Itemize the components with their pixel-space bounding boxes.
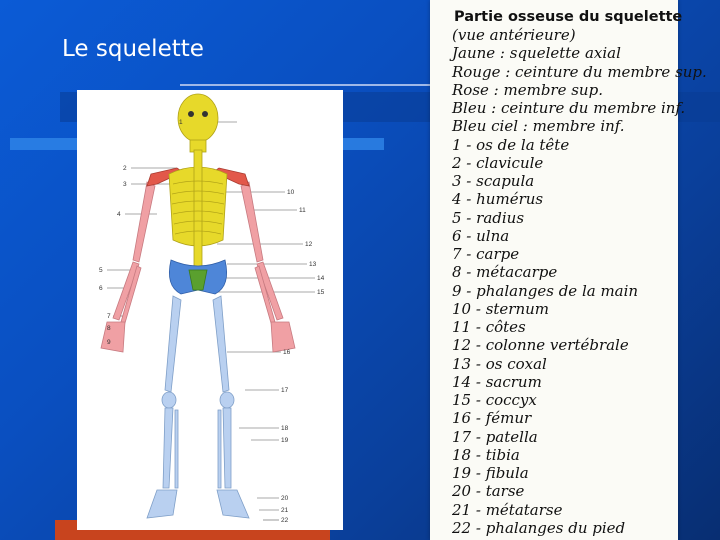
legend-line: (vue antérieure)	[452, 26, 576, 44]
legend-line: Rose : membre sup.	[452, 80, 603, 99]
label-4: 4	[117, 211, 121, 218]
legend-line: 20 - tarse	[452, 482, 525, 501]
label-12: 12	[305, 241, 313, 248]
legend-panel	[430, 0, 707, 540]
legend-line: 17 - patella	[452, 427, 538, 446]
legend-line: 11 - côtes	[452, 318, 526, 336]
legend-line: 12 - colonne vertébrale	[452, 336, 629, 355]
label-16: 16	[283, 349, 291, 356]
label-5: 5	[99, 267, 103, 274]
legend-line: Rouge : ceinture du membre sup.	[452, 62, 707, 81]
label-2: 2	[123, 165, 127, 172]
legend-line: 4 - humérus	[452, 190, 544, 209]
label-21: 21	[281, 507, 289, 514]
legend-line: 22 - phalanges du pied	[452, 518, 626, 537]
label-3: 3	[123, 181, 127, 188]
legend-line: 19 - fibula	[452, 464, 529, 482]
legend-line: 15 - coccyx	[452, 391, 537, 409]
label-8: 8	[107, 325, 111, 332]
legend-line: 10 - sternum	[452, 299, 550, 318]
label-17: 17	[281, 387, 289, 394]
legend-line: 14 - sacrum	[452, 372, 542, 391]
label-1: 1	[179, 119, 183, 126]
legend-line: 21 - métatarse	[452, 500, 563, 519]
label-18: 18	[281, 425, 289, 432]
legend-heading: Partie osseuse du squelette	[454, 9, 683, 25]
legend-line: Bleu : ceinture du membre inf.	[452, 99, 686, 117]
legend-line: 7 - carpe	[452, 245, 520, 263]
label-9: 9	[107, 339, 111, 346]
label-22: 22	[281, 517, 289, 524]
legend-line: 2 - clavicule	[452, 153, 544, 172]
label-6: 6	[99, 285, 103, 292]
label-19: 19	[281, 437, 289, 444]
label-13: 13	[309, 261, 317, 268]
label-20: 20	[281, 495, 289, 502]
legend-line: 18 - tibia	[452, 445, 520, 464]
slide-title: Le squelette	[62, 36, 204, 62]
legend-line: 13 - os coxal	[452, 354, 547, 373]
legend-line: 8 - métacarpe	[452, 263, 558, 282]
label-10: 10	[287, 189, 295, 196]
skeleton-illustration	[77, 90, 343, 530]
legend-line: Jaune : squelette axial	[452, 44, 621, 63]
label-14: 14	[317, 275, 325, 282]
legend-line: 3 - scapula	[452, 172, 535, 190]
legend-line: 9 - phalanges de la main	[452, 281, 639, 300]
label-15: 15	[317, 289, 325, 296]
legend-line: 5 - radius	[452, 208, 525, 227]
legend-line: Bleu ciel : membre inf.	[452, 117, 625, 136]
label-11: 11	[299, 207, 306, 214]
legend-line: 16 - fémur	[452, 409, 532, 428]
label-7: 7	[107, 313, 111, 320]
skeleton-figure	[77, 90, 343, 530]
lower-limb	[147, 296, 249, 518]
legend-line: 1 - os de la tête	[452, 135, 570, 154]
legend-line: 6 - ulna	[452, 226, 510, 245]
